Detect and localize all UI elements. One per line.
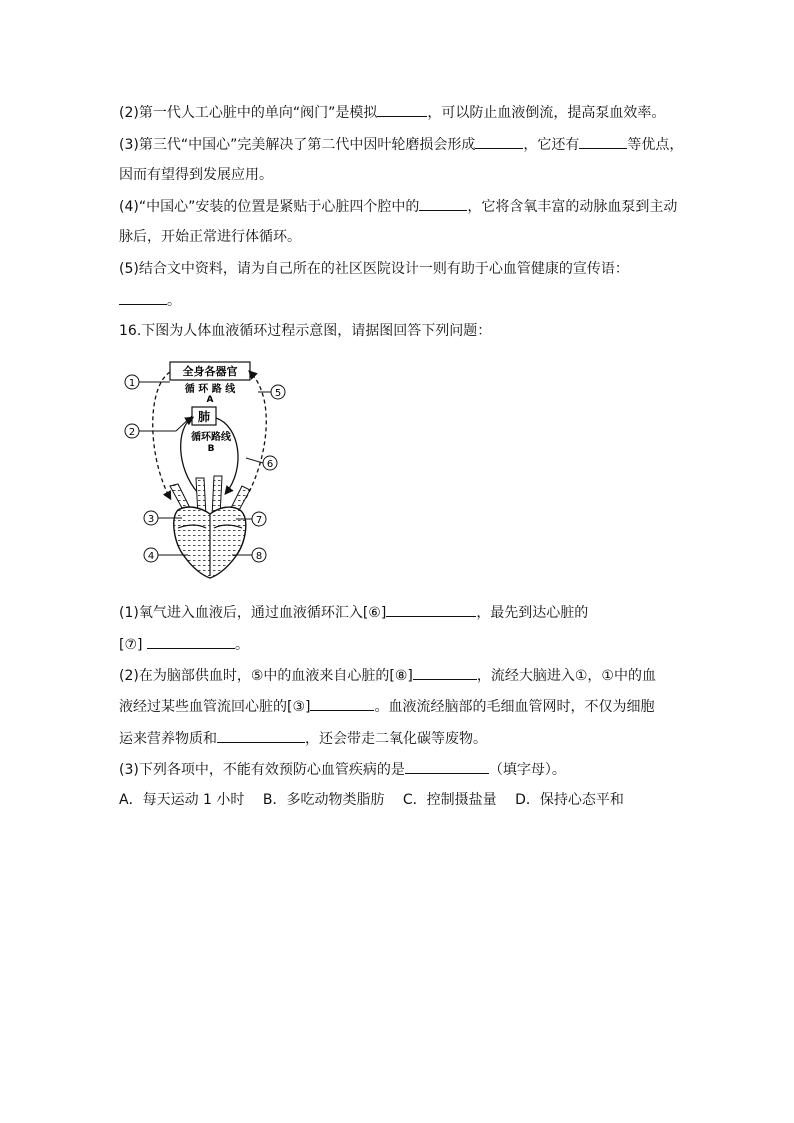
q15-part4-line1: (4)“中国心”安装的位置是紧贴于心脏四个腔中的 ，它将含氧丰富的动脉血泵到主动: [119, 196, 677, 217]
route-b-letter: B: [207, 444, 215, 454]
vena-cava: [170, 484, 190, 508]
svg-text:6: 6: [266, 459, 274, 470]
marker-1: [125, 375, 170, 389]
svg-text:7: 7: [255, 515, 263, 526]
q16-options[interactable]: A．每天运动 1 小时 B．多吃动物类脂肪 C．控制摄盐量 D．保持心态平和: [119, 792, 624, 808]
svg-text:5: 5: [274, 388, 282, 399]
route-a-letter: A: [206, 395, 214, 405]
q15-part5-line2: 。: [119, 290, 181, 311]
route-a-label: 循 环 路 线: [184, 384, 236, 395]
answer-blank[interactable]: [413, 665, 477, 680]
q15-part3-line2: 因而有望得到发展应用。: [119, 167, 273, 183]
q15-part5-line1: (5)结合文中资料，请为自己所在的社区医院设计一则有助于心血管健康的宣传语：: [119, 261, 629, 277]
answer-blank[interactable]: [405, 759, 489, 774]
q15-part3-line1: (3)第三代“中国心”完美解决了第二代中因叶轮磨损会形成 ，它还有 等优点，: [119, 134, 683, 155]
systemic-vein-path: [153, 372, 170, 498]
systemic-artery-path: [246, 372, 266, 498]
answer-blank[interactable]: [386, 602, 476, 617]
svg-text:4: 4: [147, 551, 155, 562]
q16-sub1-line1: (1)氧气进入血液后，通过血液循环汇入[⑥] ，最先到达心脏的: [119, 602, 588, 623]
svg-text:1: 1: [128, 378, 136, 389]
svg-text:2: 2: [128, 427, 136, 438]
q16-title: 16.下图为人体血液循环过程示意图，请据图回答下列问题：: [119, 323, 492, 339]
svg-text:8: 8: [255, 551, 263, 562]
q16-sub1-line2: [⑦] 。: [119, 634, 249, 655]
answer-blank[interactable]: [419, 196, 467, 211]
organs-label: 全身各器官: [182, 365, 238, 378]
blood-circulation-diagram: [118, 358, 308, 583]
route-b-label: 循环路线: [191, 432, 231, 443]
lung-label: 肺: [197, 410, 211, 424]
answer-blank[interactable]: [119, 290, 167, 305]
q16-sub2-line3: 运来营养物质和 ，还会带走二氧化碳等废物。: [119, 728, 487, 749]
answer-blank[interactable]: [377, 102, 427, 117]
q16-sub3: (3)下列各项中，不能有效预防心血管疾病的是 （填字母）。: [119, 759, 566, 780]
svg-text:3: 3: [147, 514, 155, 525]
q16-sub2-line2: 液经过某些血管流回心脏的[③] 。血液流经脑部的毛细血管网时，不仅为细胞: [119, 696, 654, 717]
pulmonary-artery-path: [181, 418, 198, 493]
answer-blank[interactable]: [579, 134, 627, 149]
answer-blank[interactable]: [475, 134, 523, 149]
q16-sub2-line1: (2)在为脑部供血时，⑤中的血液来自心脏的[⑧] ，流经大脑进入①，①中的血: [119, 665, 656, 686]
q15-part2: (2)第一代人工心脏中的单向“阀门”是模拟 ，可以防止血液倒流，提高泵血效率。: [119, 102, 665, 123]
marker-5: [258, 385, 285, 399]
answer-blank[interactable]: [147, 634, 235, 649]
answer-blank[interactable]: [217, 728, 305, 743]
answer-blank[interactable]: [310, 696, 374, 711]
q15-part4-line2: 脉后，开始正常进行体循环。: [119, 229, 301, 245]
